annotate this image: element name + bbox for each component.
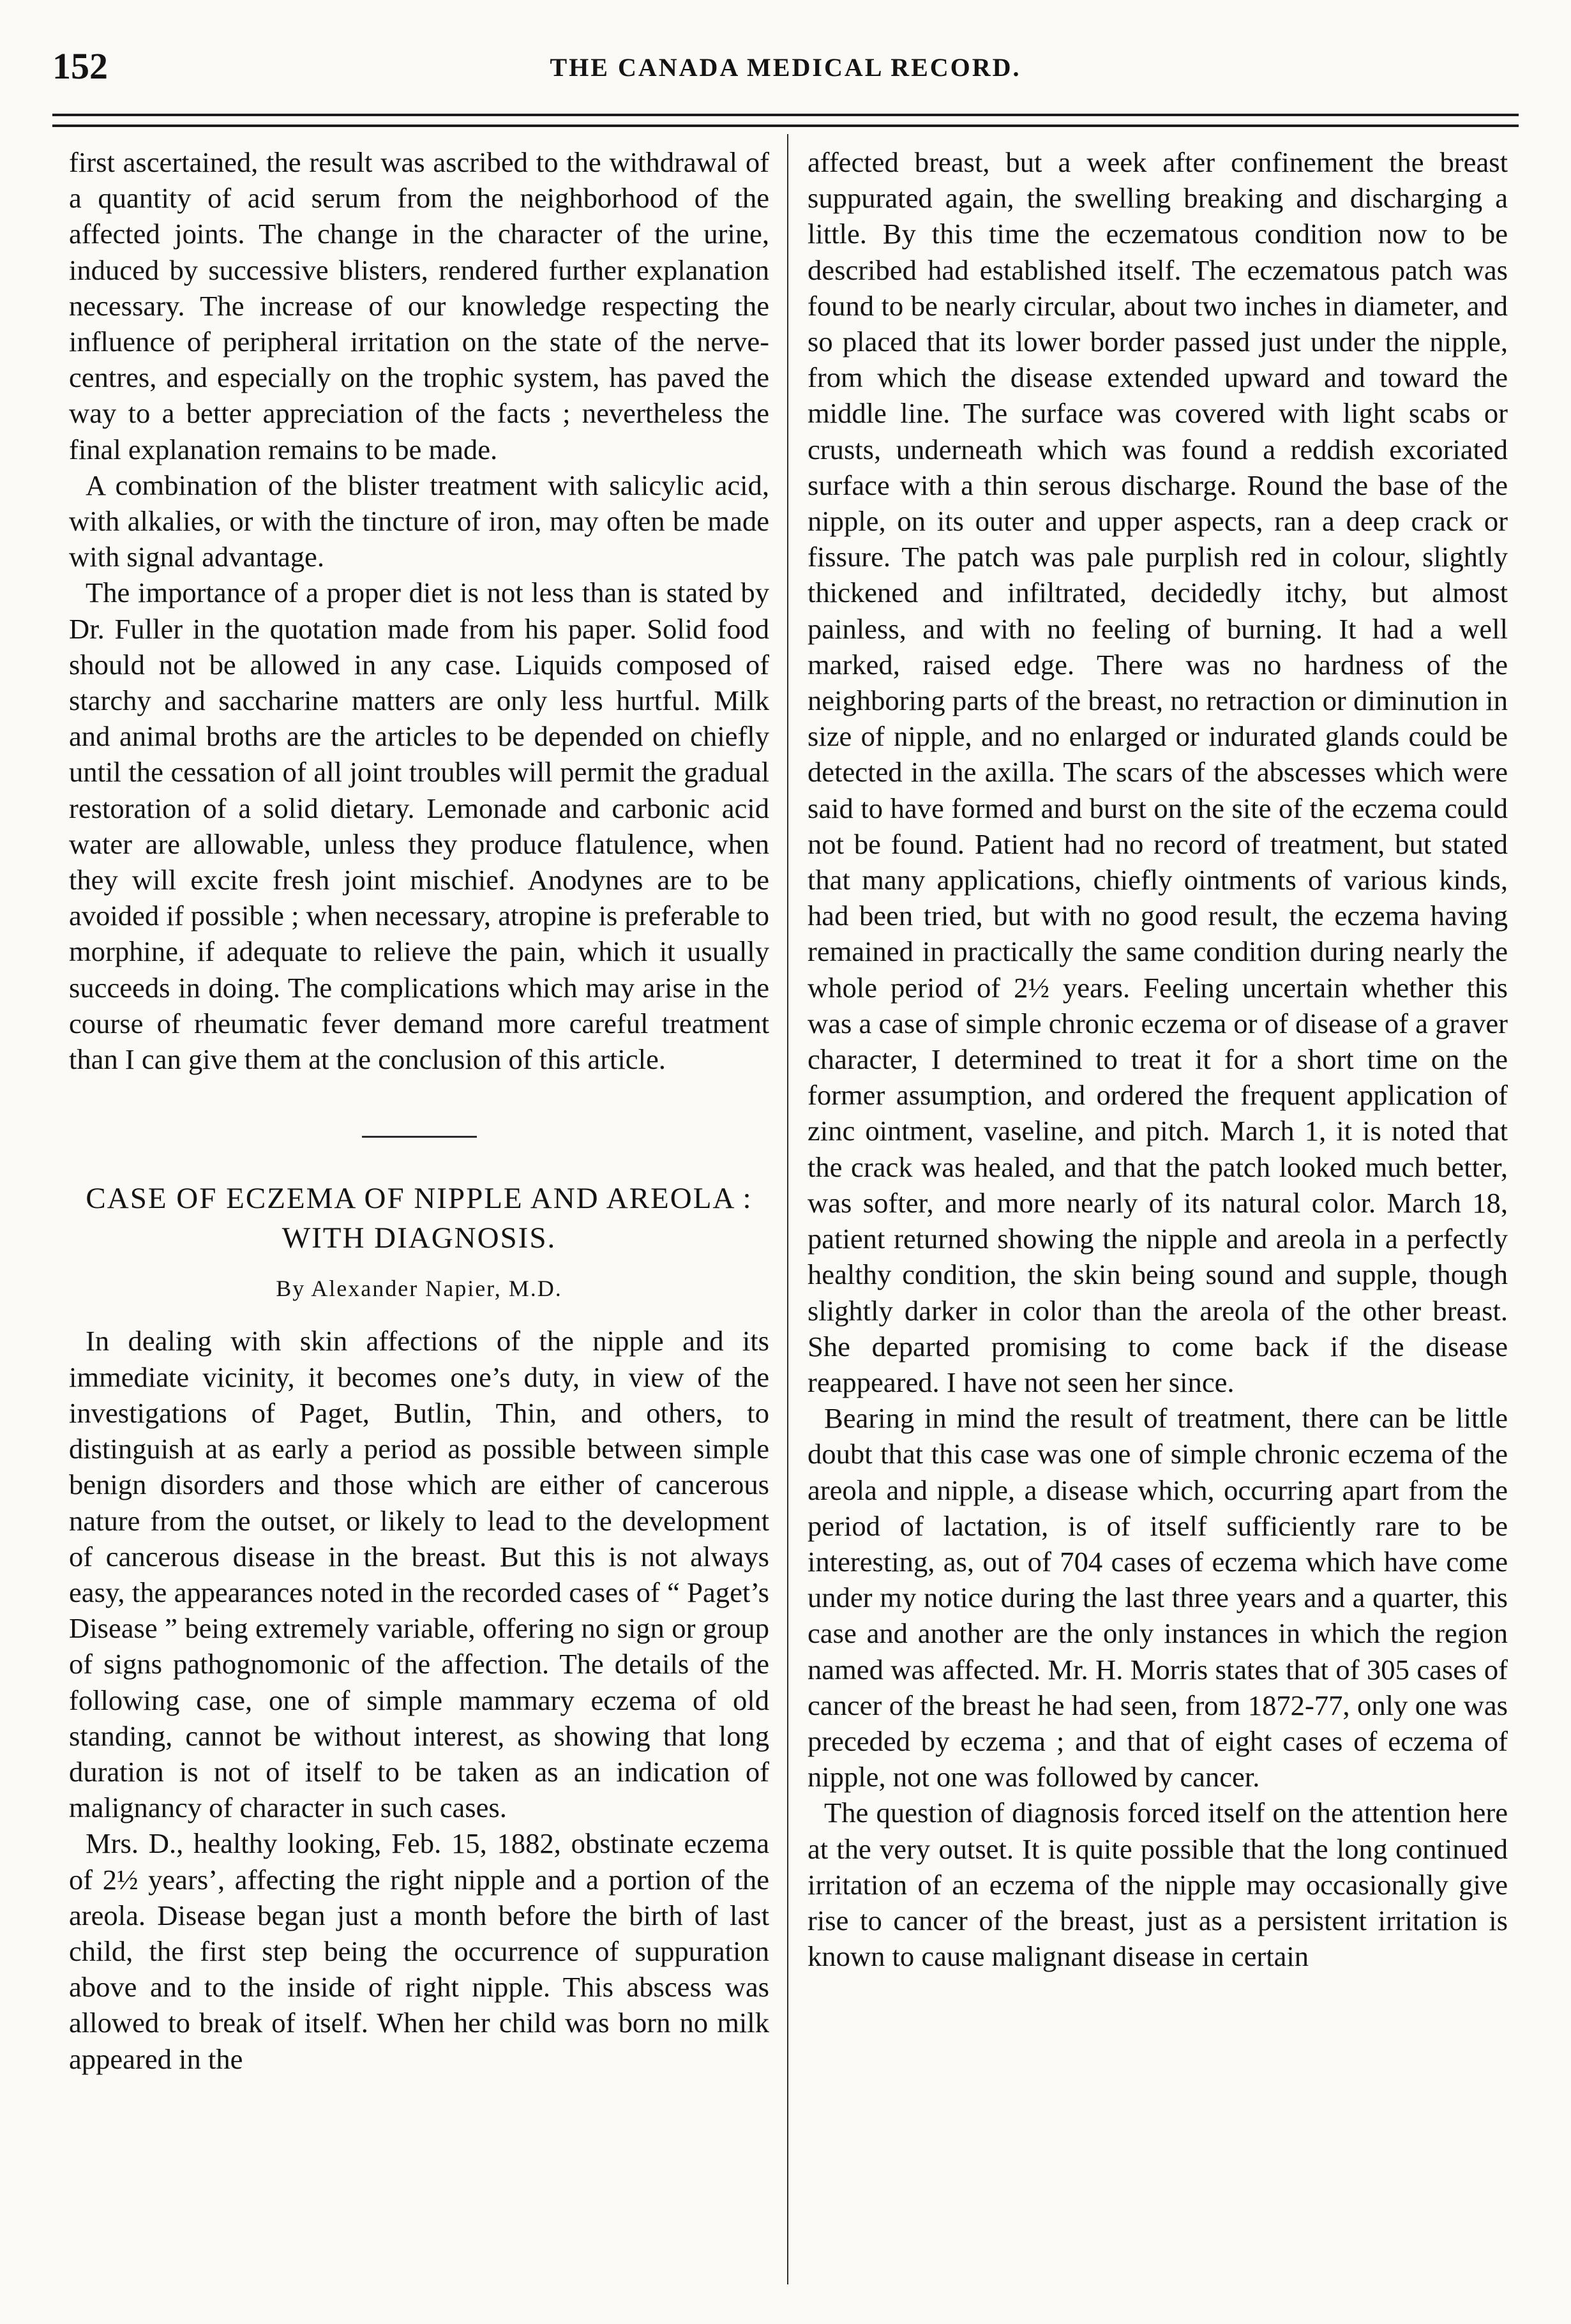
paragraph: In dealing with skin affections of the nipple and its immediate vicinity, it becomes one’s duty, in view of the investigations of Paget, Butlin, Thin, and others, to distinguish at as early a period as possible between simple benign disorders and those which are either of cancerous nature from the outset, or likely to lead to the development of cancerous disease in the breast. But this is not always easy, the appearances noted in the recorded cases of “ Paget’s Disease ” being extremely variable, offering no sign or group of signs pathognomonic of the affection. The details of the following case, one of simple mammary eczema of old standing, cannot be without interest, as showing that long duration is not of itself to be taken as an indication of malignancy of character in such cases.	[69, 1325, 769, 1824]
right-column	[808, 144, 1508, 1974]
article-title: CASE OF ECZEMA OF NIPPLE AND AREOLA : WITH DIAGNOSIS.	[86, 1182, 753, 1255]
paragraph: Bearing in mind the result of treatment, there can be little doubt that this case was one of simple chronic eczema of the areola and nipple, a disease which, occurring apart from the period of lactation, is of itself sufficiently rare to be interesting, as, out of 704 cases of eczema which have come under my notice during the last three years and a quarter, this case and another are the only instances in which the region named was affected. Mr. H. Morris states that of 305 cases of cancer of the breast he had seen, from 1872-77, only one was preceded by eczema ; and that of eight cases of eczema of nipple, not one was followed by cancer.	[808, 1402, 1508, 1793]
page-number: 152	[52, 45, 108, 87]
paragraph: affected breast, but a week after confinement the breast suppurated again, the swelling breaking and discharging a little. By this time the eczematous condition now to be described had established itself. The eczematous patch was found to be nearly circular, about two inches in diameter, and so placed that its lower border passed just under the nipple, from which the disease extended upward and toward the middle line. The surface was covered with light scabs or crusts, underneath which was found a reddish excoriated surface with a thin serous discharge. Round the base of the nipple, on its outer and upper aspects, ran a deep crack or fissure. The patch was pale purplish red in colour, slightly thickened and infiltrated, decidedly itchy, but almost painless, and with no feeling of burning. It had a well marked, raised edge. There was no hardness of the neighboring parts of the breast, no retraction or diminution in size of nipple, and no enlarged or indurated glands could be detected in the axilla. The scars of the abscesses which were said to have formed and burst on the site of the eczema could not be found. Patient had no record of treatment, but stated that many applications, chiefly ointments of various kinds, had been tried, but with no good result, the eczema having remained in practically the same condition during nearly the whole period of 2½ years. Feeling uncertain whether this was a case of simple chronic eczema or of disease of a graver character, I determined to treat it for a short time on the former assumption, and ordered the frequent application of zinc ointment, vaseline, and pitch. March 1, it is noted that the crack was healed, and that the patch looked much better, was softer, and more nearly of its natural color. March 18, patient returned showing the nipple and areola in a perfectly healthy condition, the skin being sound and supple, though slightly darker in color than the areola of the other breast. She departed promising to come back if the disease reappeared. I have not seen her since.	[808, 146, 1508, 1398]
header-rule-bottom	[52, 124, 1519, 127]
paragraph: A combination of the blister treatment with salicylic acid, with alkalies, or with the tincture of iron, may often be made with signal advantage.	[69, 469, 769, 573]
column-divider	[787, 134, 788, 2284]
running-header	[52, 45, 1519, 100]
paragraph: The importance of a proper diet is not less than is stated by Dr. Fuller in the quotation made from his paper. Solid food should not be allowed in any case. Liquids composed of starchy and saccharine matters are only less hurtful. Milk and animal broths are the articles to be depended on chiefly until the cessation of all joint troubles will permit the gradual restoration of a solid dietary. Lemonade and carbonic acid water are allowable, unless they produce flatulence, when they will excite fresh joint mischief. Anodynes are to be avoided if possible ; when necessary, atropine is preferable to morphine, if adequate to relieve the pain, which it usually succeeds in doing. The complications which may arise in the course of rheumatic fever demand more careful treatment than I can give them at the conclusion of this article.	[69, 577, 769, 1076]
paragraph: Mrs. D., healthy looking, Feb. 15, 1882, obstinate eczema of 2½ years’, affecting the right nipple and a portion of the areola. Disease began just a month before the birth of last child, the first step being the occurrence of suppuration above and to the inside of right nipple. This abscess was allowed to break of itself. When her child was born no milk appeared in the	[69, 1827, 769, 2075]
left-column	[69, 144, 769, 2077]
byline: By Alexander Napier, M.D.	[276, 1276, 562, 1302]
section-divider	[362, 1136, 477, 1138]
paragraph: The question of diagnosis forced itself on the attention here at the very outset. It is quite possible that the long continued irritation of an eczema of the nipple may occasionally give rise to cancer of the breast, just as a persistent irritation is known to cause malignant disease in certain	[808, 1797, 1508, 1973]
journal-title: THE CANADA MEDICAL RECORD.	[550, 53, 1021, 82]
header-rule-top	[52, 114, 1519, 116]
paragraph: first ascertained, the result was ascribed to the withdrawal of a quantity of acid serum from the neighborhood of the affected joints. The change in the character of the urine, induced by successive blisters, rendered further explanation necessary. The increase of our knowledge respecting the influence of peripheral irritation on the state of the nerve-centres, and especially on the trophic system, has paved the way to a better appreciation of the facts ; nevertheless the final explanation remains to be made.	[69, 146, 769, 465]
